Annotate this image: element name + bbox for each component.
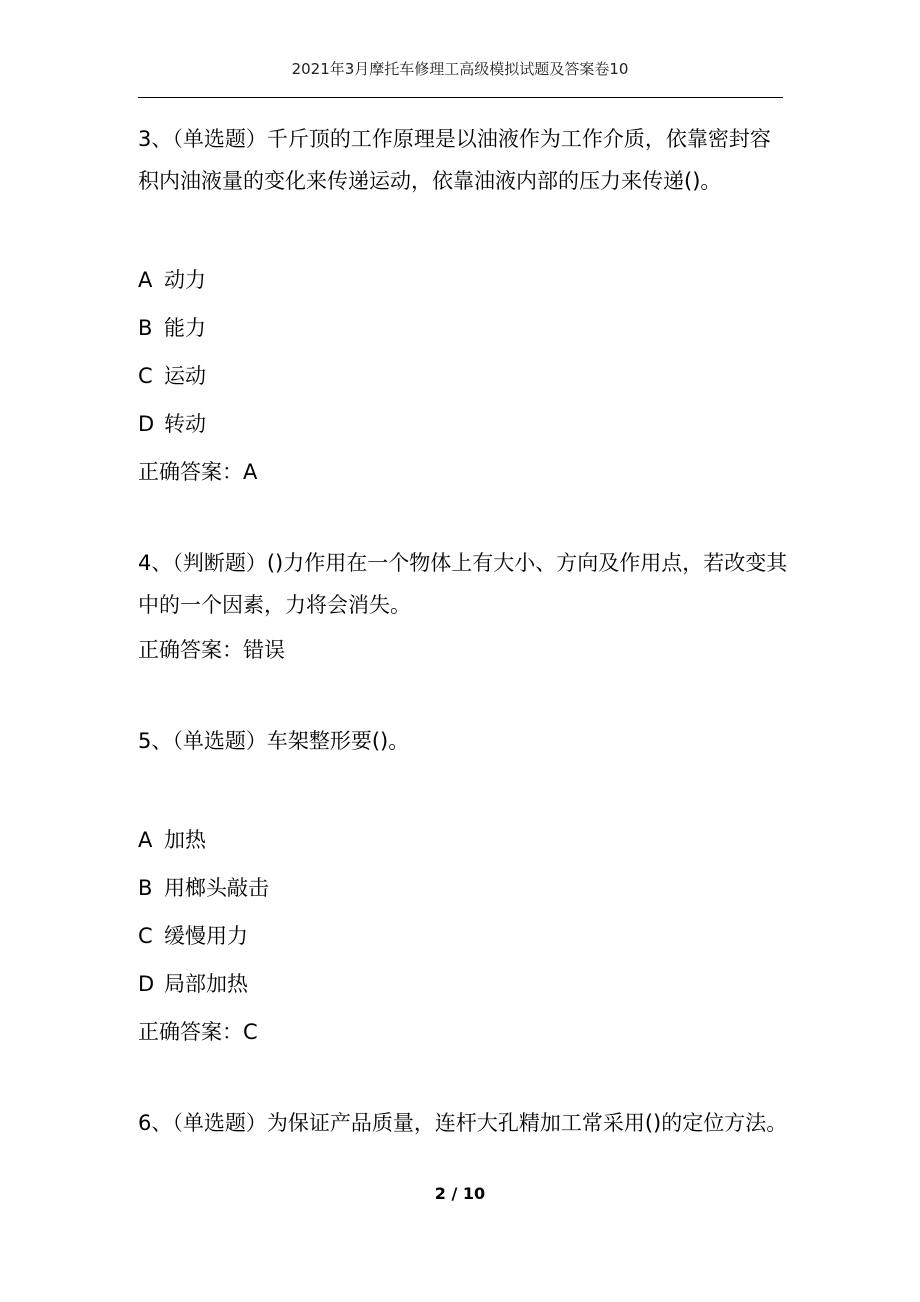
option-b — [138, 304, 788, 352]
option-text: 用榔头敲击 — [164, 876, 269, 900]
option-letter: D — [138, 412, 155, 436]
document-body — [138, 118, 788, 1144]
option-letter: A — [138, 268, 153, 292]
correct-answer: 正确答案：A — [138, 460, 258, 484]
option-letter: A — [138, 828, 153, 852]
option-c — [138, 352, 788, 400]
question-3 — [138, 118, 788, 496]
option-d — [138, 960, 788, 1008]
question-text: 4、（判断题）()力作用在一个物体上有大小、方向及作用点，若改变其中的一个因素，力将会消失。 — [138, 551, 788, 617]
option-text: 动力 — [164, 268, 206, 292]
question-4 — [138, 542, 788, 674]
option-letter: B — [138, 876, 153, 900]
option-text: 转动 — [164, 412, 206, 436]
option-d — [138, 400, 788, 448]
option-letter: B — [138, 316, 153, 340]
page-number: 2 / 10 — [434, 1184, 486, 1203]
option-text: 局部加热 — [164, 972, 248, 996]
option-text: 运动 — [164, 364, 206, 388]
option-text: 缓慢用力 — [164, 924, 248, 948]
option-letter: C — [138, 924, 153, 948]
question-text: 6、（单选题）为保证产品质量，连杆大孔精加工常采用()的定位方法。 — [138, 1111, 788, 1135]
option-text: 加热 — [164, 828, 206, 852]
question-text: 5、（单选题）车架整形要()。 — [138, 729, 410, 753]
question-6 — [138, 1102, 788, 1144]
option-text: 能力 — [164, 316, 206, 340]
header-divider — [138, 97, 783, 98]
correct-answer: 正确答案：C — [138, 1020, 258, 1044]
option-a — [138, 816, 788, 864]
option-a — [138, 256, 788, 304]
question-text: 3、（单选题）千斤顶的工作原理是以油液作为工作介质，依靠密封容积内油液量的变化来传递运动，依靠油液内部的压力来传递()。 — [138, 127, 771, 193]
correct-answer: 正确答案：错误 — [138, 638, 285, 662]
option-c — [138, 912, 788, 960]
option-letter: D — [138, 972, 155, 996]
option-b — [138, 864, 788, 912]
page-header: 2021年3月摩托车修理工高级模拟试题及答案卷10 — [291, 60, 629, 78]
option-letter: C — [138, 364, 153, 388]
question-5 — [138, 720, 788, 1056]
